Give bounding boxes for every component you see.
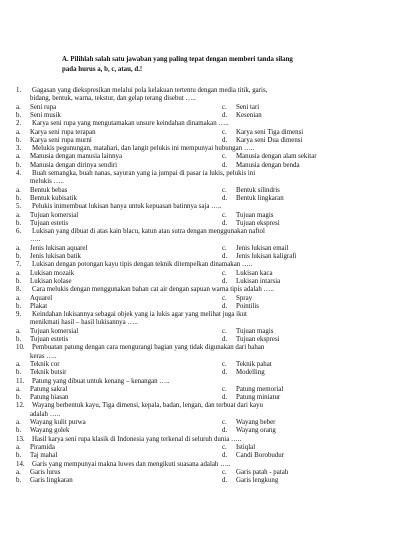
option-letter: c. bbox=[222, 327, 227, 335]
option-letter: d. bbox=[222, 302, 228, 310]
answer-option-a[interactable] bbox=[16, 104, 56, 112]
option-text: Modelling bbox=[236, 369, 265, 377]
option-letter: c. bbox=[222, 211, 227, 219]
question-14 bbox=[16, 461, 230, 469]
answer-option-a[interactable] bbox=[16, 212, 78, 220]
question-text: Hasil karya seni rupa klasik di Indonesia yang terkenal di seluruh dunia ….. bbox=[32, 435, 242, 443]
option-letter: b. bbox=[16, 336, 22, 343]
answer-option-b[interactable] bbox=[16, 112, 61, 120]
answer-option-a[interactable] bbox=[16, 245, 87, 253]
question-number: 1. bbox=[16, 87, 22, 94]
option-letter: c. bbox=[222, 269, 227, 277]
option-text: Spray bbox=[236, 294, 253, 302]
answer-option-d[interactable] bbox=[222, 336, 280, 344]
question-11 bbox=[16, 378, 170, 386]
option-text: Kesenian bbox=[236, 111, 262, 119]
answer-option-d[interactable] bbox=[222, 220, 280, 228]
option-text: Garis lengkung bbox=[236, 477, 279, 485]
question-text-continued: keras ….. bbox=[30, 352, 57, 360]
question-number: 9. bbox=[16, 311, 22, 319]
option-letter: d. bbox=[222, 427, 228, 435]
question-text: Pelukis inimembuat lukisan hanya untuk kepuasan batinnya saja ….. bbox=[32, 203, 222, 211]
question-number: 4. bbox=[16, 170, 22, 177]
question-text-continued: menikmati hasil – hasil lukisannya ….. bbox=[30, 319, 138, 327]
question-4 bbox=[16, 170, 255, 178]
answer-option-c[interactable] bbox=[222, 328, 273, 336]
question-text: Buah semangka, buah nanas, sayuran yang ia jumpai di pasar ia lukis, pelukis ini bbox=[32, 170, 256, 177]
question-number: 12. bbox=[16, 402, 25, 410]
option-letter: d. bbox=[222, 369, 228, 377]
answer-option-b[interactable] bbox=[16, 369, 66, 377]
answer-option-c[interactable] bbox=[222, 295, 252, 303]
question-7 bbox=[16, 261, 252, 269]
option-letter: b. bbox=[16, 394, 22, 402]
option-text: Karya seni Tiga dimensi bbox=[236, 128, 304, 136]
option-letter: b. bbox=[16, 253, 22, 260]
answer-option-d[interactable] bbox=[222, 137, 302, 145]
answer-option-a[interactable] bbox=[16, 129, 96, 137]
question-text-continued: bidang, bentuk, warna, tekstur, dan gelap terang disebut ….. bbox=[30, 95, 196, 103]
option-text: Piramida bbox=[30, 443, 55, 451]
answer-option-d[interactable] bbox=[222, 112, 262, 120]
answer-option-b[interactable] bbox=[16, 278, 72, 286]
answer-option-a[interactable] bbox=[16, 386, 67, 394]
option-letter: b. bbox=[16, 194, 22, 202]
answer-option-d[interactable] bbox=[222, 369, 265, 377]
instructions-line-2: pada hurus a, b, c, atau, d.! bbox=[62, 66, 143, 73]
option-letter: b. bbox=[16, 219, 22, 227]
answer-option-d[interactable] bbox=[222, 452, 284, 460]
answer-option-d[interactable] bbox=[222, 278, 280, 286]
instructions-line-1: A. Pilihlah salah satu jawaban yang paling tepat dengan memberi tanda silang bbox=[62, 56, 293, 63]
option-letter: c. bbox=[222, 294, 227, 302]
option-text: Plakat bbox=[30, 302, 48, 310]
option-text: Patung memorial bbox=[236, 385, 284, 393]
option-text: Manusia dengan manusia lainnya bbox=[30, 153, 123, 161]
option-text: Pointilis bbox=[236, 302, 259, 310]
answer-option-b[interactable] bbox=[16, 336, 68, 344]
answer-option-b[interactable] bbox=[16, 195, 77, 203]
question-13 bbox=[16, 436, 241, 444]
question-number: 3. bbox=[16, 145, 22, 153]
option-text: Jenis lukisan batik bbox=[30, 253, 81, 260]
option-text: Garis lingkaran bbox=[30, 477, 73, 485]
question-2 bbox=[16, 120, 229, 128]
option-text: Teknik butsir bbox=[30, 369, 67, 377]
option-letter: c. bbox=[222, 186, 227, 194]
question-text: Melukis pegunungan, matahari, dan langit pelukis ini mempunyai hubungan ….. bbox=[32, 145, 255, 153]
option-text: Bentuk lingkaran bbox=[236, 194, 284, 202]
option-letter: d. bbox=[222, 394, 228, 402]
option-letter: c. bbox=[222, 153, 227, 161]
answer-option-c[interactable] bbox=[222, 444, 255, 452]
option-text: Istiqlal bbox=[236, 443, 256, 451]
option-text: Seni musik bbox=[30, 111, 61, 119]
option-text: Patung hiasan bbox=[30, 394, 69, 402]
option-letter: a. bbox=[16, 244, 21, 252]
answer-option-c[interactable] bbox=[222, 153, 317, 161]
answer-option-b[interactable] bbox=[16, 427, 69, 435]
answer-option-b[interactable] bbox=[16, 137, 92, 145]
option-text: Manusia dengan alam sekitar bbox=[236, 153, 317, 161]
option-letter: d. bbox=[222, 477, 228, 485]
option-text: Seni tari bbox=[236, 103, 260, 111]
option-letter: c. bbox=[222, 360, 227, 368]
answer-option-a[interactable] bbox=[16, 469, 60, 477]
option-letter: c. bbox=[222, 468, 227, 476]
question-text: Garis yang mempunyai makna luwes dan mengikuti suasana adalah ….. bbox=[32, 460, 231, 468]
answer-option-a[interactable] bbox=[16, 295, 52, 303]
question-8 bbox=[16, 286, 274, 294]
option-text: Garis lurus bbox=[30, 468, 61, 476]
question-text: Keindahan lukisannya sebagai objek yang ia lukis agar yang melihat juga ikut bbox=[32, 311, 247, 319]
option-letter: d. bbox=[222, 219, 228, 227]
answer-option-a[interactable] bbox=[16, 187, 67, 195]
option-letter: a. bbox=[16, 103, 21, 111]
option-text: Karya seni Dua dimensi bbox=[236, 136, 303, 144]
question-text: Cara melukis dengan menggunakan bahan cat air dengan sapuan warna tipis adalah ….. bbox=[32, 286, 274, 294]
question-number: 10. bbox=[16, 344, 25, 352]
option-text: Wayang beber bbox=[236, 419, 276, 426]
question-text: Lukisan dengan potongan kayu tipis dengan teknik ditempelkan dinamakan ….. bbox=[32, 261, 253, 269]
answer-option-d[interactable] bbox=[222, 195, 284, 203]
question-text-continued: melukis ….. bbox=[30, 178, 64, 186]
option-letter: d. bbox=[222, 336, 228, 343]
answer-option-c[interactable] bbox=[222, 361, 272, 369]
option-text: Bentuk silindris bbox=[236, 186, 280, 194]
option-text: Lukisan mozaik bbox=[30, 269, 75, 277]
option-letter: a. bbox=[16, 419, 21, 426]
answer-option-a[interactable] bbox=[16, 419, 86, 427]
answer-option-a[interactable] bbox=[16, 328, 78, 336]
question-text: Wayang berbentuk kayu, Tiga dimensi, kepala, badan, lengan, dan terbuat dari kayu bbox=[32, 402, 263, 410]
answer-option-c[interactable] bbox=[222, 187, 280, 195]
answer-option-d[interactable] bbox=[222, 394, 280, 402]
option-text: Patung sakral bbox=[30, 385, 68, 393]
option-letter: d. bbox=[222, 452, 228, 460]
option-text: Jenis lukisan kaligrafi bbox=[236, 253, 297, 260]
question-5 bbox=[16, 203, 221, 211]
question-9 bbox=[16, 311, 247, 319]
answer-option-d[interactable] bbox=[222, 253, 296, 261]
option-text: Taj mahal bbox=[30, 452, 58, 460]
option-text: Tujuan estetis bbox=[30, 219, 69, 227]
answer-option-d[interactable] bbox=[222, 427, 276, 435]
question-text: Patung yang dibuat untuk kenang – kenangan ….. bbox=[32, 377, 170, 385]
question-number: 8. bbox=[16, 286, 22, 294]
question-text: Karya seni rupa yang mengutamakan unsure keindahan dinamakan ….. bbox=[32, 120, 229, 128]
question-text-continued: adalah ….. bbox=[30, 410, 61, 418]
instructions-heading bbox=[62, 55, 362, 75]
option-letter: a. bbox=[16, 443, 21, 451]
question-10 bbox=[16, 344, 264, 352]
option-text: Karya seni rupa murni bbox=[30, 136, 92, 144]
answer-option-c[interactable] bbox=[222, 104, 259, 112]
option-text: Manusia dengan benda bbox=[236, 161, 300, 169]
answer-option-c[interactable] bbox=[222, 129, 303, 137]
option-text: Tujuan komersial bbox=[30, 211, 79, 219]
question-text-continued: ….. bbox=[30, 236, 41, 244]
option-letter: c. bbox=[222, 128, 227, 136]
answer-option-a[interactable] bbox=[16, 444, 55, 452]
question-number: 14. bbox=[16, 460, 25, 468]
option-text: Seni rupa bbox=[30, 103, 57, 111]
option-text: Teknik pahat bbox=[236, 360, 272, 368]
answer-option-c[interactable] bbox=[222, 212, 273, 220]
question-12 bbox=[16, 402, 263, 410]
option-text: Teknik cor bbox=[30, 360, 60, 368]
option-text: Aquarel bbox=[30, 294, 53, 302]
option-letter: c. bbox=[222, 103, 227, 111]
answer-option-b[interactable] bbox=[16, 220, 68, 228]
option-text: Jenis lukisan email bbox=[236, 244, 289, 252]
answer-option-c[interactable] bbox=[222, 419, 275, 427]
option-text: Candi Borobudur bbox=[236, 452, 285, 460]
option-letter: b. bbox=[16, 302, 22, 310]
option-letter: a. bbox=[16, 269, 21, 277]
answer-option-b[interactable] bbox=[16, 253, 81, 261]
question-number: 11. bbox=[16, 377, 25, 385]
option-letter: a. bbox=[16, 128, 21, 136]
answer-option-a[interactable] bbox=[16, 361, 60, 369]
answer-option-d[interactable] bbox=[222, 303, 259, 311]
question-number: 6. bbox=[16, 228, 22, 236]
option-text: Garis patah - patah bbox=[236, 468, 289, 476]
option-text: Patung miniatur bbox=[236, 394, 281, 402]
option-text: Tujuan komersial bbox=[30, 327, 79, 335]
option-text: Manusia dengan dirinya sendiri bbox=[30, 161, 118, 169]
option-text: Wayang golek bbox=[30, 427, 70, 435]
option-text: Bentuk kubisatik bbox=[30, 194, 77, 202]
option-text: Bentuk bebas bbox=[30, 186, 68, 194]
answer-option-b[interactable] bbox=[16, 452, 57, 460]
option-text: Karya seni rupa terapan bbox=[30, 128, 96, 136]
option-letter: a. bbox=[16, 360, 21, 368]
option-text: Tujuan ekspresi bbox=[236, 219, 280, 227]
option-letter: b. bbox=[16, 111, 22, 119]
question-3 bbox=[16, 145, 254, 153]
option-text: Tujuan ekspresi bbox=[236, 336, 280, 343]
answer-option-d[interactable] bbox=[222, 477, 278, 485]
option-text: Tujuan estetis bbox=[30, 336, 69, 343]
option-letter: c. bbox=[222, 443, 227, 451]
option-letter: d. bbox=[222, 161, 228, 169]
option-letter: d. bbox=[222, 253, 228, 260]
option-letter: b. bbox=[16, 477, 22, 485]
question-1 bbox=[16, 87, 267, 95]
answer-option-b[interactable] bbox=[16, 477, 73, 485]
question-text: Gagasan yang diekspresikan melalui pola kelakuan tertentu dengan media titik, garis, bbox=[32, 87, 268, 94]
option-letter: a. bbox=[16, 186, 21, 194]
question-text: Pembuatan patung dengan cara mengurangi bagian yang tidak digunakan dari bahan bbox=[32, 344, 265, 352]
option-letter: b. bbox=[16, 161, 22, 169]
answer-option-c[interactable] bbox=[222, 270, 273, 278]
option-letter: a. bbox=[16, 385, 21, 393]
answer-option-b[interactable] bbox=[16, 394, 68, 402]
question-number: 13. bbox=[16, 435, 25, 443]
answer-option-a[interactable] bbox=[16, 153, 122, 161]
option-letter: d. bbox=[222, 136, 228, 144]
option-letter: b. bbox=[16, 369, 22, 377]
answer-option-d[interactable] bbox=[222, 162, 300, 170]
answer-option-c[interactable] bbox=[222, 245, 288, 253]
answer-option-a[interactable] bbox=[16, 270, 74, 278]
option-text: Jenis lukisan aquarel bbox=[30, 244, 88, 252]
question-number: 2. bbox=[16, 120, 22, 128]
option-text: Wayang kulit purwa bbox=[30, 419, 86, 426]
option-letter: b. bbox=[16, 452, 22, 460]
option-text: Tujuan magis bbox=[236, 327, 274, 335]
answer-option-b[interactable] bbox=[16, 162, 117, 170]
option-letter: a. bbox=[16, 211, 21, 219]
option-text: Lukisan intarsia bbox=[236, 277, 281, 285]
option-letter: a. bbox=[16, 153, 21, 161]
question-number: 5. bbox=[16, 203, 22, 211]
question-text: Lukisan yang dibuat di atas kain blacu, katun atau sutra dengan menggunakan naftol bbox=[32, 228, 265, 236]
answer-option-b[interactable] bbox=[16, 303, 47, 311]
question-number: 7. bbox=[16, 261, 22, 269]
option-letter: c. bbox=[222, 244, 227, 252]
option-letter: a. bbox=[16, 468, 21, 476]
answer-option-c[interactable] bbox=[222, 386, 283, 394]
option-letter: c. bbox=[222, 419, 227, 426]
option-text: Tujuan magis bbox=[236, 211, 274, 219]
question-6 bbox=[16, 228, 265, 236]
option-letter: b. bbox=[16, 277, 22, 285]
option-text: Lukisan kaca bbox=[236, 269, 273, 277]
option-letter: c. bbox=[222, 385, 227, 393]
option-letter: d. bbox=[222, 194, 228, 202]
option-letter: d. bbox=[222, 277, 228, 285]
answer-option-c[interactable] bbox=[222, 469, 288, 477]
option-text: Lukisan kolase bbox=[30, 277, 72, 285]
option-text: Wayang orang bbox=[236, 427, 276, 435]
option-letter: b. bbox=[16, 136, 22, 144]
option-letter: b. bbox=[16, 427, 22, 435]
option-letter: d. bbox=[222, 111, 228, 119]
option-letter: a. bbox=[16, 327, 21, 335]
option-letter: a. bbox=[16, 294, 21, 302]
